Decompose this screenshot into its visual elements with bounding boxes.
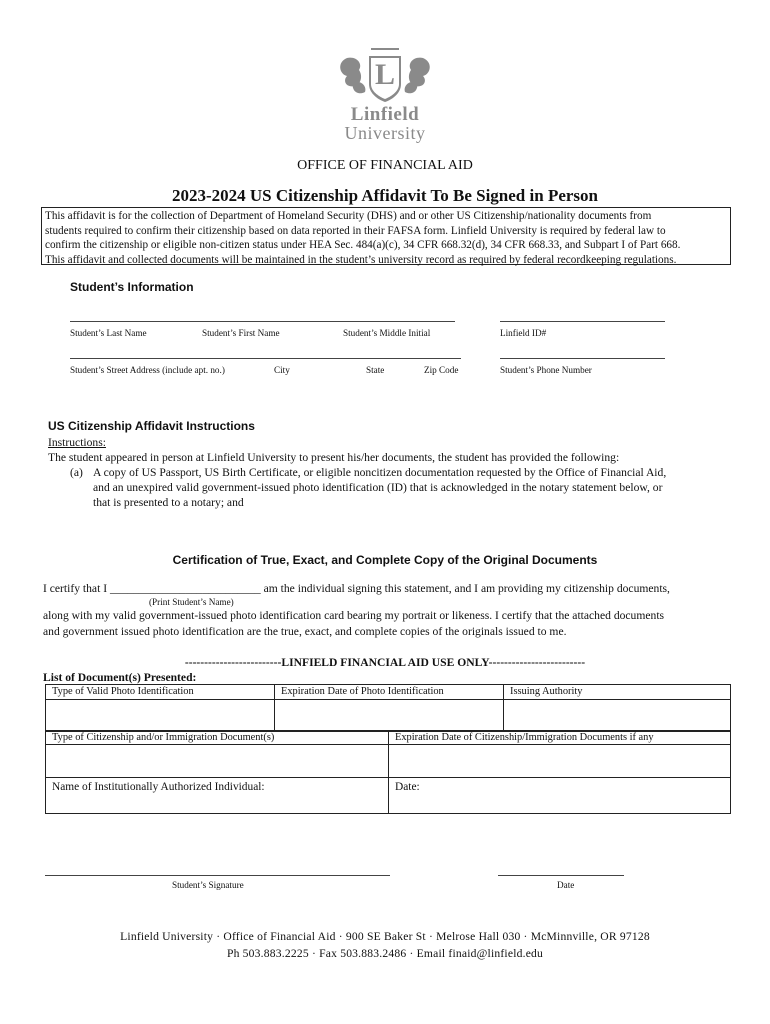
street-address-label: Student’s Street Address (include apt. no.) — [70, 365, 225, 375]
linfield-id-field[interactable] — [500, 321, 665, 322]
photo-id-table — [45, 684, 731, 732]
linfield-id-label: Linfield ID# — [500, 328, 547, 338]
citizenship-doc-table — [45, 730, 731, 814]
intro-line: This affidavit is for the collection of Department of Homeland Security (DHS) and or other US Citizenship/nationality documents from — [45, 210, 652, 222]
intro-line: students required to confirm their citizenship based on data reported in their FAFSA form. Linfield University is required by federal law to — [45, 224, 666, 237]
office-use-only-banner: -------------------------LINFIELD FINANCIAL AID USE ONLY------------------------- — [184, 656, 586, 669]
intro-line: This affidavit and collected documents will be maintained in the student’s university record as required by federal recordkeeping regulations. — [45, 253, 677, 266]
citizenship-doc-exp-header: Expiration Date of Citizenship/Immigration Documents if any — [389, 731, 731, 745]
photo-id-exp-header: Expiration Date of Photo Identification — [275, 685, 504, 700]
certification-line-1 — [43, 581, 670, 597]
instructions-item-line: and an unexpired valid government-issued photo identification (ID) that is acknowledged in the notary statement below, or — [93, 481, 663, 494]
city-label: City — [274, 365, 290, 375]
photo-id-type-cell[interactable] — [46, 700, 275, 732]
page-title: 2023-2024 US Citizenship Affidavit To Be Signed in Person — [171, 186, 598, 205]
instructions-subheading: Instructions: — [48, 436, 106, 449]
print-name-field[interactable]: __________________________ — [109, 582, 261, 595]
logo-name-line1: Linfield — [350, 104, 420, 125]
phone-field[interactable] — [500, 358, 665, 359]
name-line-field[interactable] — [70, 321, 455, 322]
intro-statement-box — [41, 207, 731, 265]
instructions-item-marker: (a) — [70, 466, 83, 479]
citizenship-doc-exp-cell[interactable] — [389, 745, 731, 778]
first-name-label: Student’s First Name — [202, 328, 280, 338]
page-footer — [0, 928, 770, 962]
footer-contact: Ph 503.883.2225 · Fax 503.883.2486 · Email finaid@linfield.edu — [226, 947, 544, 960]
certification-line-2: along with my valid government-issued photo identification card bearing my portrait or likeness. I certify that the attached documents — [43, 609, 665, 622]
address-line-field[interactable] — [70, 358, 461, 359]
state-label: State — [366, 365, 385, 375]
certification-heading: Certification of True, Exact, and Complete Copy of the Original Documents — [172, 553, 598, 567]
instructions-item-line: A copy of US Passport, US Birth Certificate, or eligible noncitizen documentation requested by the Office of Financial Aid, — [93, 466, 667, 479]
logo-name-line2: University — [344, 123, 426, 143]
certify-end-text: am the individual signing this statement, and I am providing my citizenship documents, — [263, 582, 670, 595]
authorized-date-cell[interactable]: Date: — [389, 778, 731, 814]
footer-address: Linfield University · Office of Financial Aid · 900 SE Baker St · Melrose Hall 030 · McMinnville, OR 97128 — [120, 930, 650, 943]
logo-monogram: L — [374, 58, 395, 91]
signature-date-label: Date — [557, 880, 575, 890]
authorized-individual-cell[interactable]: Name of Institutionally Authorized Individual: — [46, 778, 389, 814]
office-heading: OFFICE OF FINANCIAL AID — [297, 158, 473, 173]
photo-id-type-header: Type of Valid Photo Identification — [46, 685, 275, 700]
instructions-line: The student appeared in person at Linfield University to present his/her documents, the student has provided the following: — [48, 451, 620, 464]
intro-line: confirm the citizenship or eligible non-citizen status under HEA Sec. 484(a)(c), 34 CFR 668.32(d), 34 CFR 668.33, and Subpart I of Part 668. — [45, 239, 681, 251]
documents-heading: List of Document(s) Presented: — [43, 671, 197, 684]
citizenship-doc-type-cell[interactable] — [46, 745, 389, 778]
last-name-label: Student’s Last Name — [70, 328, 147, 338]
print-name-label: (Print Student’s Name) — [149, 597, 234, 607]
zip-label: Zip Code — [424, 365, 459, 375]
middle-initial-label: Student’s Middle Initial — [343, 328, 431, 338]
issuing-authority-header: Issuing Authority — [504, 685, 731, 700]
certification-line-3: and government issued photo identification are the true, exact, and complete copies of the originals issued to me. — [43, 625, 567, 638]
signature-date-field[interactable] — [498, 875, 624, 876]
issuing-authority-cell[interactable] — [504, 700, 731, 732]
student-signature-field[interactable] — [45, 875, 390, 876]
instructions-item-line: that is presented to a notary; and — [93, 496, 244, 509]
student-info-heading: Student’s Information — [70, 280, 194, 294]
photo-id-exp-cell[interactable] — [275, 700, 504, 732]
university-logo — [333, 46, 437, 146]
certify-start-text: I certify that I — [43, 582, 108, 595]
citizenship-doc-type-header: Type of Citizenship and/or Immigration Document(s) — [46, 731, 389, 745]
student-signature-label: Student’s Signature — [172, 880, 244, 890]
phone-label: Student’s Phone Number — [500, 365, 592, 375]
instructions-heading: US Citizenship Affidavit Instructions — [48, 419, 255, 433]
